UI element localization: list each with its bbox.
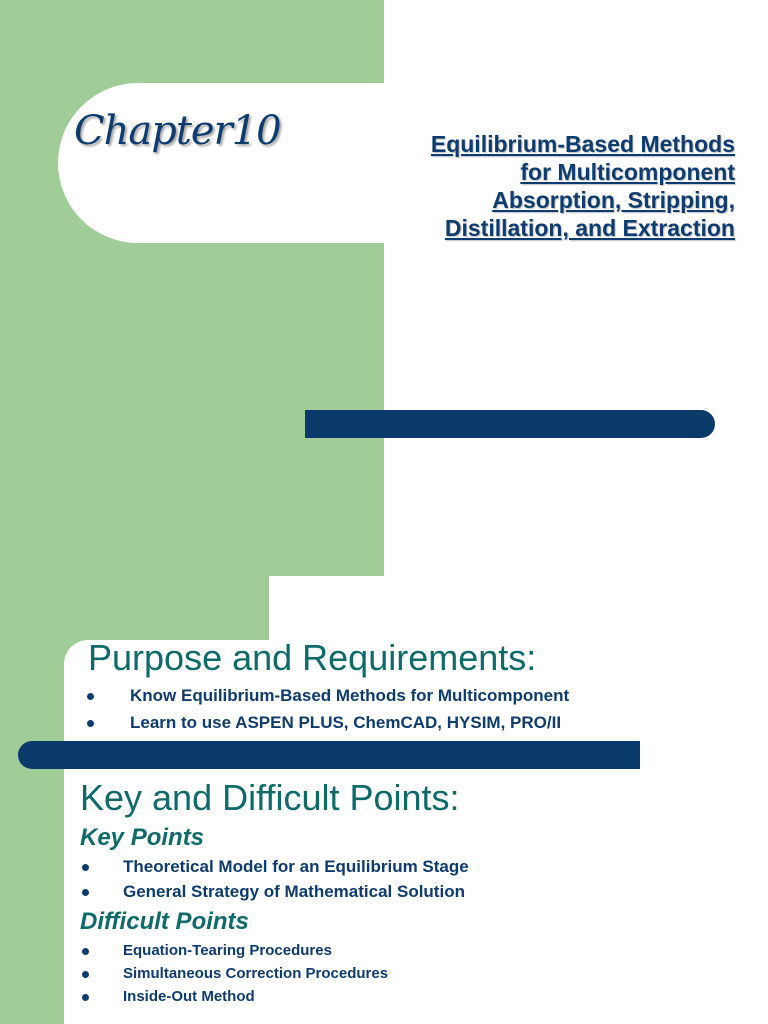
bullet-text: Inside-Out Method bbox=[123, 988, 255, 1005]
slide2-accent-bar bbox=[18, 741, 640, 769]
difficult-points-heading: Difficult Points bbox=[80, 908, 249, 935]
title-line: Distillation, and Extraction bbox=[444, 215, 735, 241]
slide1-title-tab bbox=[58, 83, 398, 243]
bullet-dot-icon bbox=[82, 948, 89, 955]
bullet-text: Simultaneous Correction Procedures bbox=[123, 965, 389, 982]
key-points-heading: Key Points bbox=[80, 824, 205, 851]
purpose-bullet bbox=[130, 713, 561, 733]
bullet-dot-icon bbox=[82, 864, 89, 871]
title-line: Absorption, Stripping, bbox=[492, 187, 735, 213]
slide2-green-strip bbox=[0, 576, 64, 1024]
bullet-text: Equation-Tearing Procedures bbox=[123, 942, 332, 959]
title-line: Equilibrium-Based Methods bbox=[430, 131, 735, 157]
bullet-text: Learn to use ASPEN PLUS, ChemCAD, HYSIM, PRO/II bbox=[130, 713, 562, 732]
key-difficult-heading: Key and Difficult Points: bbox=[80, 777, 460, 818]
bullet-dot-icon bbox=[82, 889, 89, 896]
bullet-text: General Strategy of Mathematical Solution bbox=[123, 882, 465, 901]
bullet-dot-icon bbox=[87, 693, 94, 700]
key-point-item bbox=[123, 882, 465, 902]
bullet-dot-icon bbox=[82, 994, 89, 1001]
bullet-text: Know Equilibrium-Based Methods for Multicomponent bbox=[130, 686, 570, 705]
bullet-dot-icon bbox=[82, 971, 89, 978]
slide1-title bbox=[365, 130, 735, 242]
difficult-point-item bbox=[123, 942, 332, 959]
chapter-label: Chapter10 bbox=[74, 108, 281, 154]
key-point-item bbox=[123, 857, 469, 877]
difficult-point-item bbox=[123, 988, 255, 1005]
purpose-heading: Purpose and Requirements: bbox=[88, 637, 537, 678]
slide1-accent-bar bbox=[305, 410, 715, 438]
title-line: for Multicomponent bbox=[520, 159, 735, 185]
difficult-point-item bbox=[123, 965, 388, 982]
bullet-dot-icon bbox=[87, 720, 94, 727]
bullet-text: Theoretical Model for an Equilibrium Stage bbox=[123, 857, 469, 876]
purpose-bullet bbox=[130, 686, 569, 706]
